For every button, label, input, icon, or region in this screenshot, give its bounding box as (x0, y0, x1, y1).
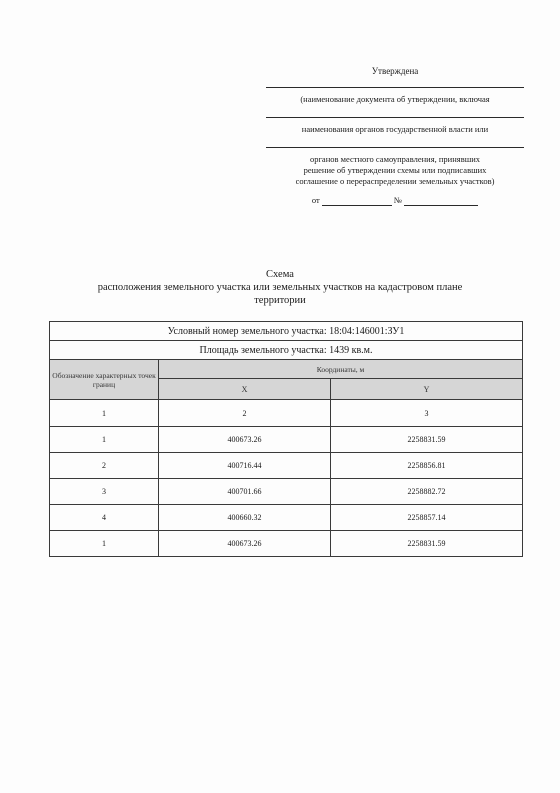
scheme-subtitle-line-1: расположения земельного участка или земельных участков на кадастровом плане (97, 282, 463, 293)
column-index-cell: 1 (50, 400, 159, 427)
column-index-row (50, 400, 523, 427)
y-cell: 2258882.72 (331, 479, 523, 505)
table-row (50, 479, 523, 505)
parcel-area-label: Площадь земельного участка: 1439 кв.м. (50, 341, 523, 360)
x-cell: 400673.26 (159, 427, 331, 453)
scheme-subtitle-line-2: территории (254, 295, 306, 306)
x-cell: 400701.66 (159, 479, 331, 505)
date-blank (322, 197, 392, 206)
point-cell: 1 (50, 531, 159, 557)
approval-caption-3 (266, 154, 524, 187)
point-designation-header: Обозначение характерных точек границ (50, 360, 159, 400)
coordinates-header: Координаты, м (159, 360, 523, 379)
column-index-cell: 2 (159, 400, 331, 427)
table-row (50, 531, 523, 557)
y-cell: 2258857.14 (331, 505, 523, 531)
approval-caption-3c: соглашение о перераспределении земельных участков) (295, 176, 495, 186)
y-cell: 2258831.59 (331, 531, 523, 557)
approval-blank-line-2 (266, 117, 524, 118)
number-label: № (393, 195, 403, 205)
scheme-heading: Схема (266, 269, 294, 280)
table-row (50, 505, 523, 531)
x-cell: 400660.32 (159, 505, 331, 531)
point-cell: 1 (50, 427, 159, 453)
column-index-cell: 3 (331, 400, 523, 427)
approval-blank-line-1 (266, 87, 524, 88)
approval-caption-3a: органов местного самоуправления, принявших (309, 154, 481, 164)
scheme-title-block (80, 268, 480, 307)
approval-date-number (266, 195, 524, 206)
point-cell: 3 (50, 479, 159, 505)
approval-caption-2: наименования органов государственной власти или (301, 124, 489, 134)
x-cell: 400673.26 (159, 531, 331, 557)
date-label: от (311, 195, 320, 205)
approval-title: Утверждена (371, 66, 419, 76)
table-row (50, 453, 523, 479)
x-cell: 400716.44 (159, 453, 331, 479)
y-header: Y (331, 379, 523, 400)
number-blank (404, 197, 478, 206)
x-header: X (159, 379, 331, 400)
approval-caption-1: (наименование документа об утверждении, включая (300, 94, 490, 104)
approval-blank-line-3 (266, 147, 524, 148)
table-row (50, 427, 523, 453)
y-cell: 2258831.59 (331, 427, 523, 453)
approval-block (266, 66, 524, 206)
point-cell: 4 (50, 505, 159, 531)
parcel-number-label: Условный номер земельного участка: 18:04:146001:ЗУ1 (50, 322, 523, 341)
point-cell: 2 (50, 453, 159, 479)
coordinates-table (49, 321, 523, 557)
y-cell: 2258856.81 (331, 453, 523, 479)
approval-caption-3b: решение об утверждении схемы или подписавших (303, 165, 487, 175)
